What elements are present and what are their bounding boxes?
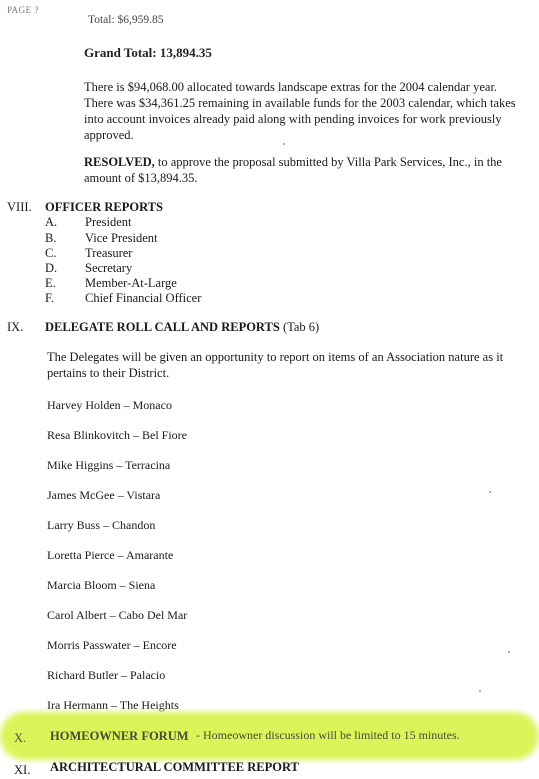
section-ix-number: IX. [7, 320, 24, 334]
resolved-lead: RESOLVED, [84, 155, 155, 169]
section-x-title: HOMEOWNER FORUM [50, 729, 189, 743]
officer-label: Vice President [85, 231, 158, 245]
delegate-intro [47, 349, 527, 381]
section-ix-heading [45, 320, 319, 335]
section-x-row [0, 724, 539, 744]
delegate-item: Mike Higgins – Terracina [47, 458, 171, 472]
officer-item [45, 246, 132, 261]
delegate-intro-text: The Delegates will be given an opportunity to report on items of an Association nature as it pertains to their District. [47, 350, 504, 380]
resolved-text [84, 154, 524, 186]
officer-label: Chief Financial Officer [85, 291, 202, 305]
delegate-item: Richard Butler – Palacio [47, 668, 166, 682]
officer-letter: A. [45, 215, 58, 229]
scan-speck [479, 690, 481, 692]
section-ix-tab-note: (Tab 6) [279, 320, 320, 334]
scan-speck [283, 143, 285, 145]
grand-total: Grand Total: 13,894.35 [84, 45, 212, 60]
officer-label: Member-At-Large [85, 276, 177, 290]
delegate-item: Harvey Holden – Monaco [47, 398, 172, 412]
section-viii-title: OFFICER REPORTS [45, 200, 163, 214]
officer-item [45, 276, 177, 291]
scan-speck [489, 491, 491, 493]
resolved-paragraph [84, 154, 524, 186]
officer-label: President [85, 215, 132, 229]
officer-letter: C. [45, 246, 57, 260]
delegate-item: Resa Blinkovitch – Bel Fiore [47, 428, 187, 442]
scan-speck [508, 651, 510, 653]
officer-item [45, 291, 201, 306]
delegate-item: Carol Albert – Cabo Del Mar [47, 608, 188, 622]
officer-letter: B. [45, 231, 57, 245]
allocation-text: There is $94,068.00 allocated towards landscape extras for the 2004 calendar year. There was $34,361.25 remaining in available funds for the 2003 calendar, which takes into account invoices already paid along with pending invoices for work previously approved. [84, 80, 516, 142]
officer-item [45, 261, 132, 276]
delegate-item: James McGee – Vistara [47, 488, 161, 502]
officer-letter: D. [45, 261, 58, 275]
delegate-item: Marcia Bloom – Siena [47, 578, 156, 592]
officer-letter: E. [45, 276, 56, 290]
officer-letter: F. [45, 291, 55, 305]
total-line: Total: $6,959.85 [88, 14, 164, 26]
section-viii-number: VIII. [7, 200, 32, 214]
officer-item [45, 215, 132, 230]
allocation-paragraph [84, 79, 524, 143]
delegate-item: Larry Buss – Chandon [47, 518, 156, 532]
officer-item [45, 231, 158, 246]
section-xi-number: XI. [14, 763, 31, 777]
page-label: PAGE ? [7, 5, 39, 15]
delegate-item: Ira Hermann – The Heights [47, 698, 179, 712]
section-xi-title: ARCHITECTURAL COMMITTEE REPORT [50, 760, 299, 774]
section-x-description: - Homeowner discussion will be limited to 15 minutes. [196, 728, 460, 742]
officer-label: Treasurer [85, 246, 133, 260]
delegate-item: Morris Passwater – Encore [47, 638, 177, 652]
resolved-rest: to approve the proposal submitted by Villa Park Services, Inc., in the amount of $13,894.35. [84, 155, 502, 185]
section-x-number: X. [14, 731, 27, 745]
section-xi-row [0, 756, 539, 779]
delegate-item: Loretta Pierce – Amarante [47, 548, 174, 562]
officer-label: Secretary [85, 261, 133, 275]
section-ix-title: DELEGATE ROLL CALL AND REPORTS [45, 320, 280, 334]
